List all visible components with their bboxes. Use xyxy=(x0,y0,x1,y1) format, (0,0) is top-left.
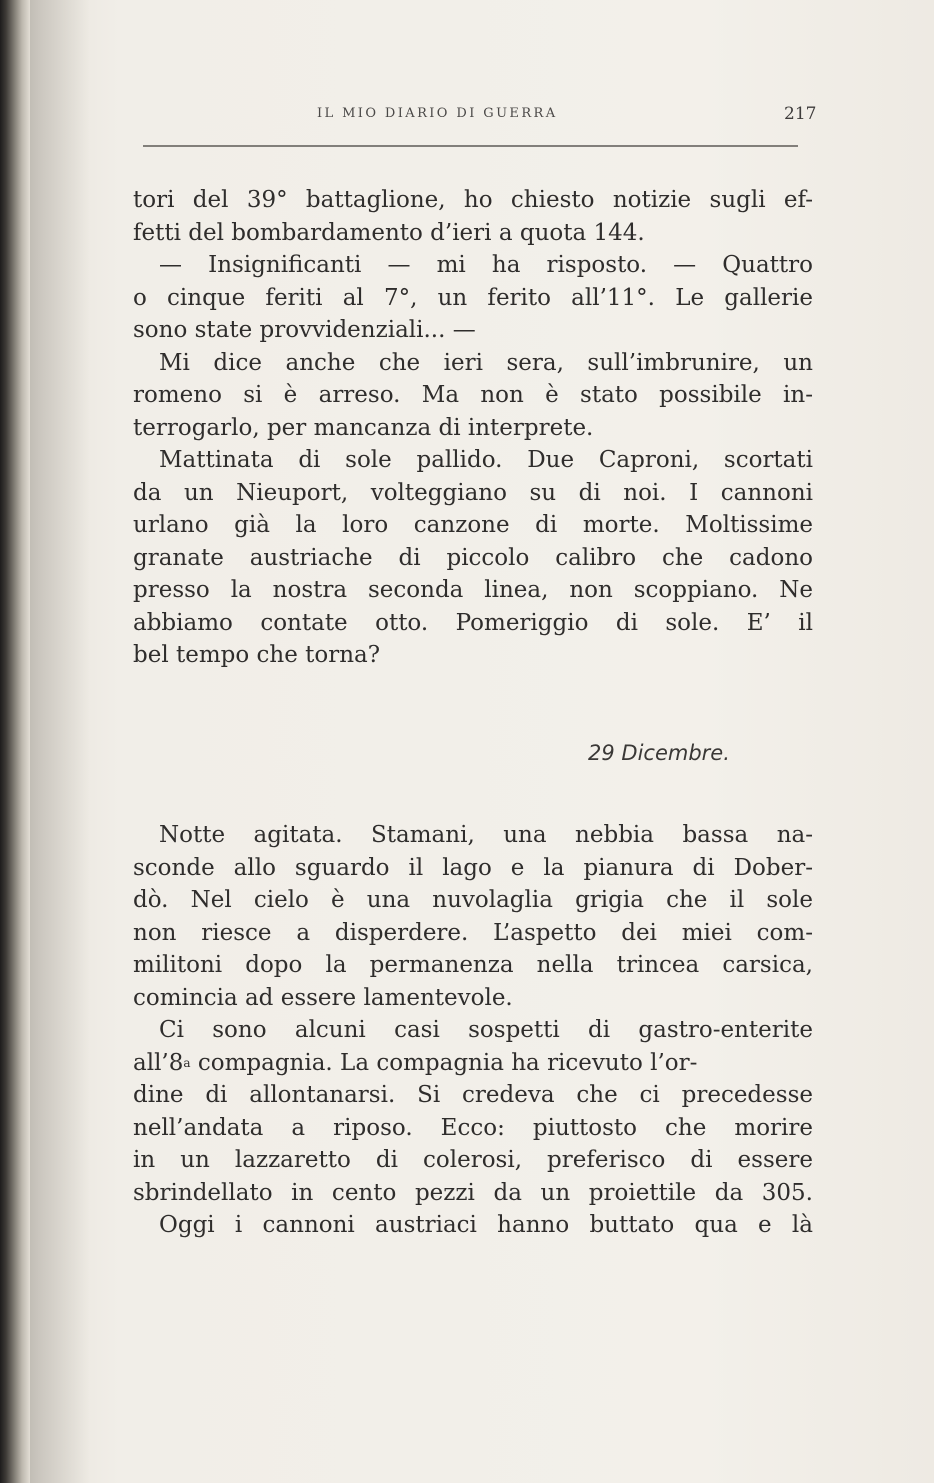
text-line: Notte agitata. Stamani, una nebbia bassa na- xyxy=(159,822,813,848)
text-line: sono state provvidenziali... — xyxy=(133,317,476,343)
text-line: dò. Nel cielo è una nuvolaglia grigia che il sole xyxy=(133,887,813,913)
running-title: IL MIO DIARIO DI GUERRA xyxy=(317,106,558,121)
date-heading: 29 Dicembre. xyxy=(588,741,730,765)
gutter-shadow xyxy=(30,0,90,1483)
text-fragment: all’8 xyxy=(133,1049,184,1076)
text-line: sbrindellato in cento pezzi da un proiettile da 305. xyxy=(133,1179,813,1206)
text-line: bel tempo che torna? xyxy=(133,642,381,668)
text-line: romeno si è arreso. Ma non è stato possibile in- xyxy=(133,382,813,408)
text-line: Ci sono alcuni casi sospetti di gastro-enterite xyxy=(159,1017,813,1043)
text-line: tori del 39° battaglione, ho chiesto notizie sugli ef- xyxy=(133,187,813,213)
page-number: 217 xyxy=(784,104,817,124)
text-line: comincia ad essere lamentevole. xyxy=(133,984,513,1011)
book-spine-shadow xyxy=(0,0,30,1483)
text-line: urlano già la loro canzone di morte. Moltissime xyxy=(133,512,813,538)
text-line: terrogarlo, per mancanza di interprete. xyxy=(133,414,594,441)
text-line: Mi dice anche che ieri sera, sull’imbrunire, un xyxy=(159,349,813,376)
text-line: — Insignificanti — mi ha risposto. — Quattro xyxy=(159,252,813,278)
text-line: granate austriache di piccolo calibro che cadono xyxy=(133,544,813,571)
running-header xyxy=(0,106,934,126)
text-line: Mattinata di sole pallido. Due Caproni, scortati xyxy=(159,447,813,473)
text-line: non riesce a disperdere. L’aspetto dei miei com- xyxy=(133,919,813,946)
text-block-1 xyxy=(133,184,813,672)
text-line: fetti del bombardamento d’ieri a quota 144. xyxy=(133,219,645,246)
text-line: abbiamo contate otto. Pomeriggio di sole. E’ il xyxy=(133,609,813,636)
text-line-with-superscript xyxy=(133,1047,813,1080)
text-block-2 xyxy=(133,819,813,1242)
text-line: dine di allontanarsi. Si credeva che ci precedesse xyxy=(133,1082,813,1108)
header-rule xyxy=(143,145,798,147)
text-line: in un lazzaretto di colerosi, preferisco di essere xyxy=(133,1147,813,1173)
text-line: presso la nostra seconda linea, non scoppiano. Ne xyxy=(133,577,813,603)
text-line: da un Nieuport, volteggiano su di noi. I cannoni xyxy=(133,479,813,506)
text-line: sconde allo sguardo il lago e la pianura di Dober- xyxy=(133,854,813,881)
text-line: Oggi i cannoni austriaci hanno buttato qua e là xyxy=(159,1212,813,1238)
superscript: a xyxy=(183,1055,191,1070)
text-fragment: compagnia. La compagnia ha ricevuto l’or- xyxy=(190,1049,698,1076)
text-line: militoni dopo la permanenza nella trincea carsica, xyxy=(133,952,813,978)
text-line: o cinque feriti al 7°, un ferito all’11°. Le gallerie xyxy=(133,284,813,311)
text-line: nell’andata a riposo. Ecco: piuttosto che morire xyxy=(133,1114,813,1141)
